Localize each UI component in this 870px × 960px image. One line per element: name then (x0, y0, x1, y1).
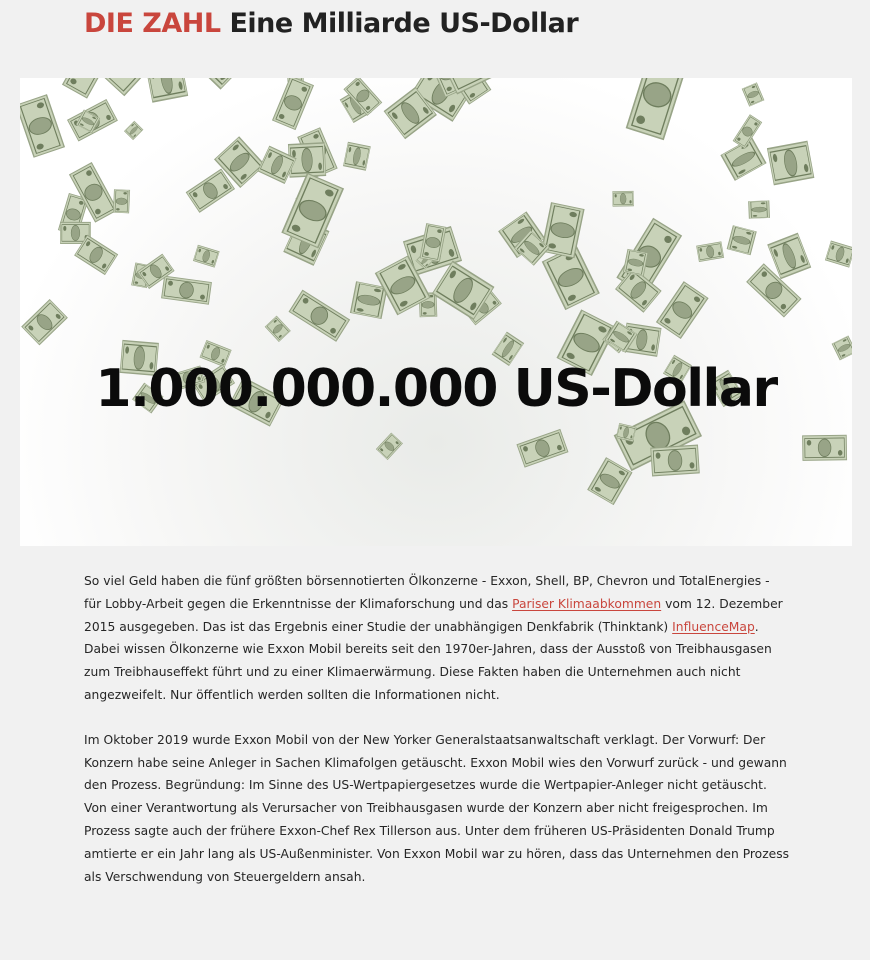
dollar-bill (696, 242, 723, 262)
dollar-bill (623, 249, 647, 276)
dollar-bill (749, 201, 770, 219)
link-pariser-klimaabkommen[interactable]: Pariser Klimaabkommen (512, 596, 662, 611)
dollar-bill (289, 290, 349, 341)
article-paragraph-1 (84, 570, 790, 707)
paragraph-1-text-a: So viel Geld haben die fünf größten börsennotierten Ölkonzerne - Exxon, Shell, BP, Chevron und TotalEnergies - für Lobby-Arbeit gegen die Erkenntnisse der Klimaforschung und das (84, 574, 770, 611)
headline-kicker: DIE ZAHL (84, 8, 221, 39)
dollar-bill (282, 174, 343, 248)
dollar-bill (146, 78, 188, 102)
headline-title: Eine Milliarde US-Dollar (229, 8, 579, 39)
dollar-bill (627, 78, 688, 139)
dollar-bill (124, 121, 143, 140)
dollar-bill (193, 245, 219, 267)
dollar-bill (825, 241, 852, 267)
dollar-bill (517, 429, 568, 466)
dollar-bill (613, 191, 634, 206)
hero-overlay-amount: 1.000.000.000 US-Dollar (95, 359, 777, 419)
article-body (84, 570, 790, 910)
dollar-bill (733, 115, 762, 149)
dollar-bill (162, 276, 212, 304)
dollar-bill (742, 83, 764, 107)
dollar-bill (20, 95, 64, 157)
article-paragraph-2: Im Oktober 2019 wurde Exxon Mobil von der New Yorker Generalstaatsanwaltschaft verklagt. Der Vorwurf: Der Konzern habe seine Anleger in Sachen Klimafolgen getäuscht. Exxon Mobil wies den Vorwurf zurück - und gewann den Prozess. Begründung: Im Sinne des US-Wertpapiergesetzes wurde die Wertpapier-Anleger nicht getäuscht. Von einer Verantwortung als Verursacher von Treibhausgasen wurde der Konzern aber nicht freigesprochen. Im Prozess sagte auch der frühere Exxon-Chef Rex Tillerson aus. Unter dem früheren US-Präsidenten Donald Trump amtierte er ein Jahr lang als US-Außenminister. Von Exxon Mobil war zu hören, dass das Unternehmen den Prozess als Verschwendung von Steuergeldern ansah. (84, 732, 790, 884)
dollar-bill (189, 78, 247, 89)
page-headline (84, 4, 578, 44)
paragraph-1-text-b: vom 12. Dezember 2015 ausgegeben. Das ist das Ergebnis einer Studie der unabhängigen Denkfabrik (Thinktank) (84, 596, 783, 634)
dollar-bill (273, 78, 314, 130)
paragraph-1-text-c: . Dabei wissen Ölkonzerne wie Exxon Mobil bereits seit den 1970er-Jahren, dass der Ausstoß von Treibhausgasen zum Treibhauseffekt führt und zu einer Klimaerwärmung. Diese Fakten haben die Unternehmen auch nicht angezweifelt. Nur öffentlich werden sollten die Informationen nicht. (84, 619, 772, 702)
dollar-bill (727, 226, 756, 255)
falling-dollar-bills-illustration (20, 78, 852, 546)
dollar-bill (265, 316, 290, 342)
dollar-bill (186, 169, 234, 212)
dollar-bill (588, 458, 632, 505)
dollar-bill (767, 141, 813, 184)
dollar-bill (651, 445, 700, 476)
hero-image (20, 78, 852, 546)
dollar-bill (803, 435, 847, 460)
dollar-bill (351, 282, 387, 319)
dollar-bill (768, 233, 811, 278)
dollar-bill (657, 282, 708, 338)
dollar-bill (113, 189, 129, 213)
dollar-bill (376, 433, 402, 460)
dollar-bill (343, 142, 370, 170)
dollar-bill (22, 300, 67, 345)
link-influencemap[interactable]: InfluenceMap (672, 619, 755, 634)
dollar-bill (63, 78, 114, 98)
